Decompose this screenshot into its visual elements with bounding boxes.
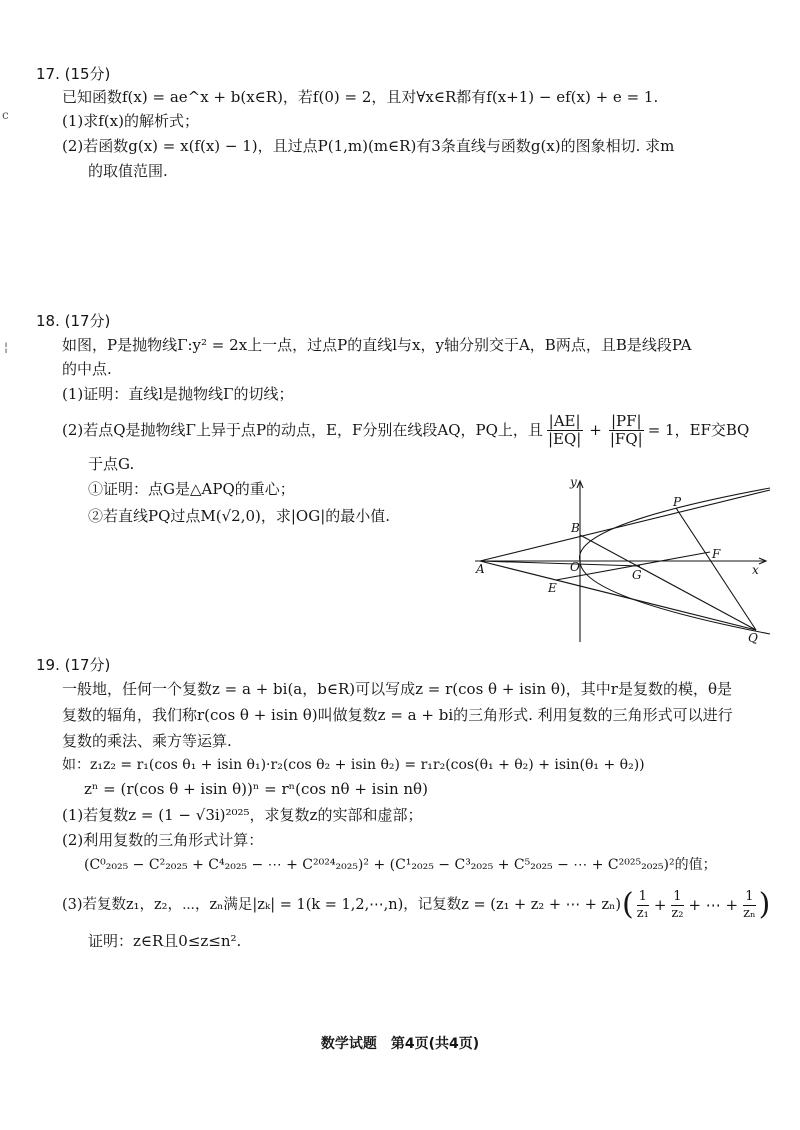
q19-part-2: (2)利用复数的三角形式计算： (62, 831, 264, 849)
fraction-numerator: 1 (745, 888, 754, 904)
label-y: y (570, 475, 577, 489)
label-x: x (752, 563, 759, 577)
segment-pq (676, 508, 756, 630)
label-g: G (632, 568, 642, 582)
fraction-1-zn (741, 889, 757, 922)
paren-close: ) (758, 887, 771, 922)
fraction-denominator: |FQ| (609, 429, 643, 448)
label-p: P (673, 495, 682, 509)
q17-line-1: 已知函数f(x) = ae^x + b(x∈R)，若f(0) = 2，且对∀x∈R都有f(x+1) − ef(x) + e = 1. (62, 88, 659, 106)
fraction-1-z1 (635, 889, 651, 922)
label-b: B (571, 521, 580, 535)
q19-example-1: 如：z₁z₂ = r₁(cos θ₁ + isin θ₁)·r₂(cos θ₂ + isin θ₂) = r₁r₂(cos(θ₁ + θ₂) + isin(θ₁ + θ₂)) (62, 757, 645, 773)
fraction-ae-eq (546, 413, 583, 448)
fraction-denominator: z₁ (636, 905, 649, 921)
plus-sign: + (589, 421, 602, 439)
q18-sub-2: ②若直线PQ过点M(√2,0)，求|OG|的最小值. (88, 507, 391, 525)
label-o: O (570, 560, 580, 574)
parabola-figure (470, 470, 780, 645)
fraction-numerator: 1 (638, 888, 647, 904)
q18-line-2: 的中点. (62, 360, 112, 378)
q19-part-1: (1)若复数z = (1 − √3i)²⁰²⁵，求复数z的实部和虚部； (62, 806, 423, 824)
fraction-1-z2 (669, 889, 685, 922)
q17-line-4: 的取值范围. (88, 162, 168, 180)
q18-header: 18. (17分) (36, 312, 111, 330)
fraction-denominator: zₙ (743, 905, 756, 921)
q19-part-2-expression: (C⁰₂₀₂₅ − C²₂₀₂₅ + C⁴₂₀₂₅ − ⋯ + C²⁰²⁴₂₀₂₅)² + (C¹₂₀₂₅ − C³₂₀₂₅ + C⁵₂₀₂₅ − ⋯ + C²⁰²⁵₂₀₂₅)²的值； (84, 857, 717, 873)
label-a: A (476, 562, 485, 576)
q17-line-2: (1)求f(x)的解析式； (62, 112, 199, 130)
ellipsis-sum: + ⋯ + (688, 896, 739, 914)
segment-bq (580, 535, 756, 630)
q19-part-3-text: (3)若复数z₁，z₂，⋯，zₙ满足|zₖ| = 1(k = 1,2,⋯,n)，记复数z = (z₁ + z₂ + ⋯ + zₙ) (62, 897, 622, 913)
q18-line-3: (1)证明：直线l是抛物线Γ的切线； (62, 385, 294, 403)
q19-proof-statement: 证明：z∈R且0≤z≤n². (88, 932, 242, 950)
q18-line-4-end: = 1，EF交BQ (647, 421, 750, 439)
q18-sub-1: ①证明：点G是△APQ的重心； (88, 480, 295, 498)
fraction-numerator: |AE| (548, 411, 581, 430)
q18-line-4-start: (2)若点Q是抛物线Γ上异于点P的动点，E，F分别在线段AQ，PQ上，且 (62, 421, 543, 439)
paren-open: ( (622, 887, 634, 922)
q18-line-1: 如图，P是抛物线Γ:y² = 2x上一点，过点P的直线l与x，y轴分别交于A，B两点，且B是线段PA (62, 336, 692, 354)
q17-line-3: (2)若函数g(x) = x(f(x) − 1)，且过点P(1,m)(m∈R)有3条直线与函数g(x)的图象相切. 求m (62, 137, 675, 155)
tangent-line-pa (480, 490, 770, 561)
page-footer: 数学试题 第4页(共4页) (320, 1036, 480, 1052)
label-q: Q (748, 631, 758, 645)
q19-header: 19. (17分) (36, 656, 111, 674)
q19-part-3 (62, 883, 771, 927)
q19-para-1: 一般地，任何一个复数z = a + bi(a，b∈R)可以写成z = r(cos θ + isin θ)，其中r是复数的模，θ是 (62, 680, 732, 698)
fraction-pf-fq (608, 413, 645, 448)
label-e: E (548, 581, 557, 595)
plus-sign: + (653, 896, 667, 914)
q19-example-2: zⁿ = (r(cos θ + isin θ))ⁿ = rⁿ(cos nθ + isin nθ) (84, 780, 428, 798)
q19-para-3: 复数的乘法、乘方等运算. (62, 732, 232, 750)
margin-mark-2: ¦ (4, 340, 9, 354)
fraction-denominator: |EQ| (547, 429, 582, 448)
q18-line-4 (62, 410, 749, 450)
fraction-numerator: |PF| (610, 411, 642, 430)
q18-line-5: 于点G. (88, 455, 135, 473)
fraction-numerator: 1 (673, 888, 682, 904)
segment-aq (480, 561, 756, 630)
label-f: F (712, 547, 721, 561)
q17-header: 17. (15分) (36, 65, 111, 83)
margin-mark-1: c (2, 108, 9, 122)
fraction-denominator: z₂ (671, 905, 684, 921)
q19-para-2: 复数的辐角，我们称r(cos θ + isin θ)叫做复数z = a + bi的三角形式. 利用复数的三角形式可以进行 (62, 706, 733, 724)
segment-ag (480, 561, 640, 566)
